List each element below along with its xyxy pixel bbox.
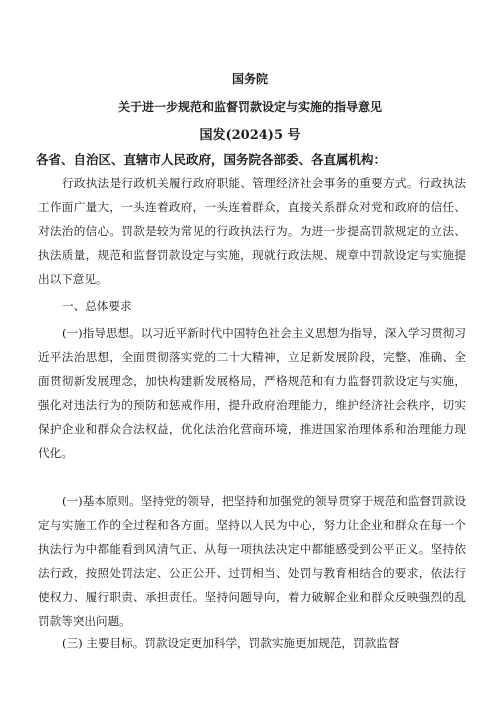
document-title: 关于进一步规范和监督罚款设定与实施的指导意见 <box>117 100 382 114</box>
guiding-thought-paragraph: (一)指导思想。以习近平新时代中国特色社会主义思想为指导，深入学习贯彻习近平法治思想，全面贯彻落实党的二十大精神，立足新发展阶段，完整、准确、全面贯彻新发展理念，加快构建新发展格局，严格规范和有力监督罚款设定与实施，强化对违法行为的预防和惩戒作用，提升政府治理能力，维护经济社会秩序，切实保护企业和群众合法权益，优化法治化营商环境，推进国家治理体系和治理能力现代化。 <box>38 326 466 460</box>
intro-paragraph: 行政执法是行政机关履行政府职能、管理经济社会事务的重要方式。行政执法工作面广量大，一头连着政府，一头连着群众，直接关系群众对党和政府的信任、对法治的信心。罚款是较为常见的行政执法行为。为进一步提高罚款规定的立法、执法质量，规范和监督罚款设定与实施，现就行政法规、规章中罚款设定与实施提出以下意见。 <box>38 176 466 286</box>
main-goals-paragraph: (三) 主要目标。罚款设定更加科学，罚款实施更加规范，罚款监督 <box>62 636 400 650</box>
addressee-line: 各省、自治区、直辖市人民政府，国务院各部委、各直属机构： <box>36 152 387 167</box>
basic-principles-paragraph: (一)基本原则。坚持党的领导，把坚持和加强党的领导贯穿于规范和监督罚款设定与实施工作的全过程和各方面。坚持以人民为中心，努力让企业和群众在每一个执法行为中都能看到风清气正、从每一项执法决定中都能感受到公平正义。坚持依法行政，按照处罚法定、公正公开、过罚相当、处罚与教育相结合的要求，依法行使权力、履行职责、承担责任。坚持问题导向，着力破解企业和群众反映强烈的乱罚款等突出问题。 <box>38 494 466 628</box>
section-heading: 一、总体要求 <box>62 299 132 313</box>
issuer-name: 国务院 <box>231 72 268 86</box>
document-number: 国发(2024)5 号 <box>199 128 301 143</box>
